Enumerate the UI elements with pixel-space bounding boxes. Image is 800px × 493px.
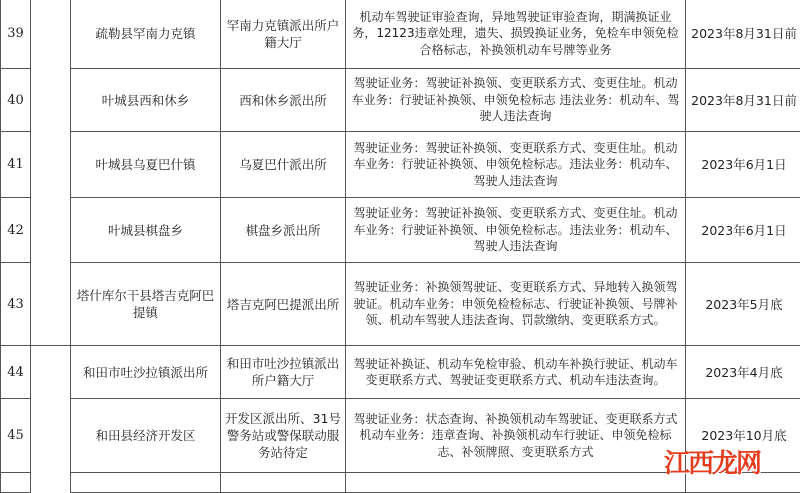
business-cell: 驾驶证业务：补换领驾驶证、变更联系方式、异地转入换领驾驶证。机动车业务：申领免检检标志、行驶证补换领、号牌补领、机动车驾驶人违法查询、罚款缴纳、变更联系方式。	[346, 263, 686, 346]
empty-cell	[221, 473, 346, 493]
station-cell: 乌夏巴什派出所	[221, 132, 346, 198]
location-cell: 和田市吐沙拉镇派出所	[71, 346, 221, 399]
date-cell: 2023年8月31日前	[686, 69, 800, 132]
location-cell: 和田县经济开发区	[71, 399, 221, 473]
date-cell: 2023年4月底	[686, 346, 800, 399]
empty-cell	[346, 473, 686, 493]
table-row	[1, 198, 800, 263]
row-number: 40	[1, 69, 31, 132]
row-number: 45	[1, 399, 31, 473]
table-row	[1, 346, 800, 399]
station-cell: 西和休乡派出所	[221, 69, 346, 132]
row-number: 44	[1, 346, 31, 399]
region-cell	[31, 346, 71, 493]
location-cell: 塔什库尔干县塔吉克阿巴提镇	[71, 263, 221, 346]
date-cell: 2023年10月底	[686, 399, 800, 473]
business-cell: 驾驶证业务：状态查询、补换领机动车驾驶证、变更联系方式 机动车业务：违章查询、补换领机动车行驶证、申领免检标志、补领牌照、变更联系方式	[346, 399, 686, 473]
location-cell: 疏勒县罕南力克镇	[71, 0, 221, 69]
business-cell: 驾驶证补换证、机动车免检审验、机动车补换行驶证、机动车变更联系方式、驾驶证变更联系方式、机动车违法查询。	[346, 346, 686, 399]
table-row	[1, 132, 800, 198]
location-cell: 叶城县乌夏巴什镇	[71, 132, 221, 198]
station-cell: 棋盘乡派出所	[221, 198, 346, 263]
empty-cell	[1, 473, 31, 493]
station-cell: 罕南力克镇派出所户籍大厅	[221, 0, 346, 69]
table-row	[1, 69, 800, 132]
region-cell	[31, 0, 71, 346]
station-cell: 塔吉克阿巴提派出所	[221, 263, 346, 346]
watermark-logo: 江西龙网	[664, 443, 760, 480]
business-cell: 驾驶证业务：驾驶证补换领、变更联系方式、变更住址。机动车业务：行驶证补换领、申领免检标志。违法业务：机动车、驾驶人违法查询	[346, 198, 686, 263]
location-cell: 叶城县西和休乡	[71, 69, 221, 132]
business-cell: 驾驶证业务：驾驶证补换领、变更联系方式、变更住址。机动车业务：行驶证补换领、申领免检标志。违法业务：机动车、驾驶人违法查询	[346, 132, 686, 198]
row-number: 39	[1, 0, 31, 69]
empty-cell	[71, 473, 221, 493]
table-row	[1, 0, 800, 69]
table-row	[1, 263, 800, 346]
date-cell: 2023年6月1日	[686, 198, 800, 263]
row-number: 41	[1, 132, 31, 198]
station-cell: 和田市吐沙拉镇派出所户籍大厅	[221, 346, 346, 399]
business-cell: 驾驶证业务：驾驶证补换领、变更联系方式、变更住址。机动车业务：行驶证补换领、申领免检标志 违法业务：机动车、驾驶人违法查询	[346, 69, 686, 132]
row-number: 42	[1, 198, 31, 263]
date-cell: 2023年5月底	[686, 263, 800, 346]
date-cell: 2023年6月1日	[686, 132, 800, 198]
row-number: 43	[1, 263, 31, 346]
location-cell: 叶城县棋盘乡	[71, 198, 221, 263]
date-cell: 2023年8月31日前	[686, 0, 800, 69]
business-cell: 机动车驾驶证审验查询，异地驾驶证审验查询，期满换证业务，12123违章处理，遗失、损毁换证业务，免检车申领免检合格标志，补换领机动车号牌等业务	[346, 0, 686, 69]
station-cell: 开发区派出所、31号警务站或警保联动服务站待定	[221, 399, 346, 473]
